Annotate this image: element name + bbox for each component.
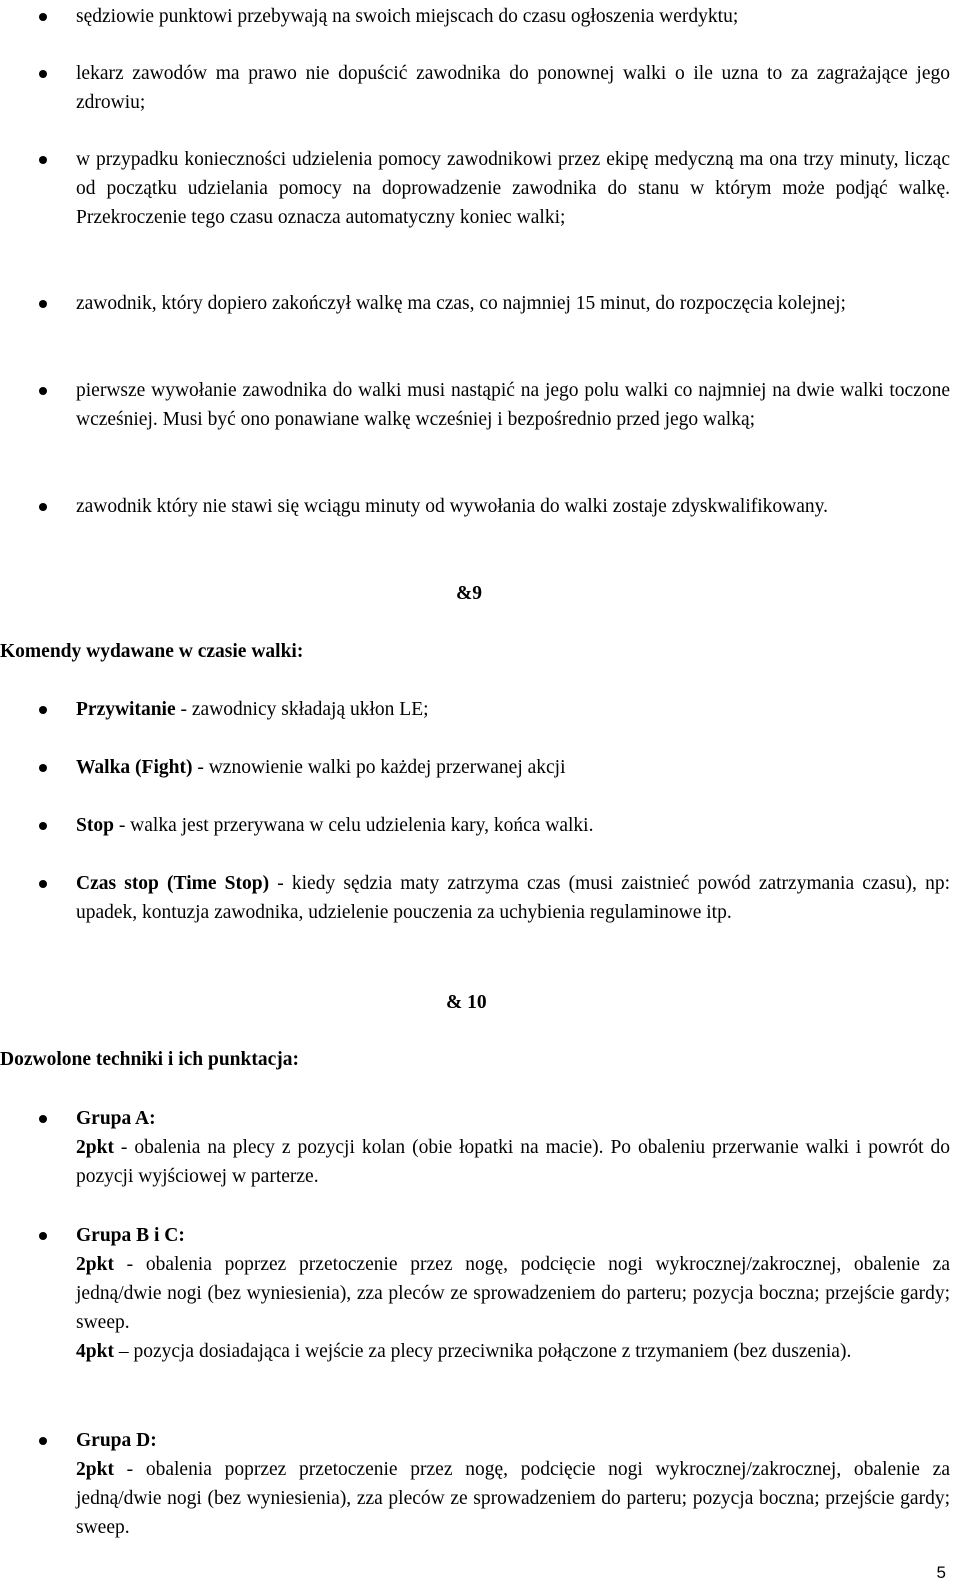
list-item — [76, 145, 950, 232]
bullet-icon — [39, 13, 47, 21]
list-item-text: pierwsze wywołanie zawodnika do walki musi nastąpić na jego polu walki co najmniej na dwie walki toczone wcześniej. Musi być ono ponawiane walkę wcześniej i bezpośrednio przed jego walką; — [76, 380, 950, 430]
command-term: Stop — [76, 815, 114, 836]
command-description: - zawodnicy składają ukłon LE; — [175, 699, 429, 720]
section-heading: Komendy wydawane w czasie walki: — [0, 641, 304, 662]
section-number: & 10 — [446, 992, 487, 1013]
command-term: Przywitanie — [76, 699, 176, 720]
points-label: 2pkt — [76, 1459, 114, 1480]
bullet-icon — [39, 822, 47, 830]
command-term: Czas stop (Time Stop) — [76, 873, 270, 894]
list-item-text: zawodnik który nie stawi się wciągu minuty od wywołania do walki zostaje zdyskwalifikowany. — [76, 496, 829, 517]
command-item — [76, 695, 950, 724]
list-item — [76, 376, 950, 434]
bullet-icon — [39, 880, 47, 888]
command-description: - kiedy sędzia maty zatrzyma czas (musi zaistnieć powód zatrzymania czasu), np: upadek, kontuzja zawodnika, udzielenie pouczenia za uchybienia regulaminowe itp. — [76, 873, 950, 923]
points-label: 2pkt — [76, 1137, 114, 1158]
list-item-text: sędziowie punktowi przebywają na swoich miejscach do czasu ogłoszenia werdyktu; — [76, 6, 739, 27]
list-item — [76, 59, 950, 117]
group-name: Grupa B i C: — [76, 1225, 185, 1246]
command-description: - wznowienie walki po każdej przerwanej akcji — [192, 757, 566, 778]
bullet-icon — [39, 387, 47, 395]
group-name: Grupa A: — [76, 1108, 156, 1129]
list-item — [76, 289, 950, 318]
points-label: 2pkt — [76, 1254, 114, 1275]
bullet-icon — [39, 503, 47, 511]
list-item — [76, 492, 950, 521]
list-item-text: w przypadku konieczności udzielenia pomocy zawodnikowi przez ekipę medyczną ma ona trzy minuty, licząc od początku udzielania pomocy na doprowadzenie zawodnika do stanu w którym może podjąć walkę. Przekroczenie tego czasu oznacza automatyczny koniec walki; — [76, 149, 950, 228]
group-name: Grupa D: — [76, 1430, 157, 1451]
technique-group — [76, 1426, 950, 1542]
page-number: 5 — [936, 1563, 946, 1582]
bullet-icon — [39, 764, 47, 772]
bullet-icon — [39, 70, 47, 78]
bullet-icon — [39, 1232, 47, 1240]
bullet-icon — [39, 1115, 47, 1123]
points-label: 4pkt — [76, 1341, 114, 1362]
bullet-icon — [39, 300, 47, 308]
command-term: Walka (Fight) — [76, 757, 193, 778]
command-item — [76, 753, 950, 782]
command-item — [76, 869, 950, 927]
bullet-icon — [39, 156, 47, 164]
technique-description: - obalenia poprzez przetoczenie przez nogę, podcięcie nogi wykrocznej/zakrocznej, obalenie za jedną/dwie nogi (bez wyniesienia), zza pleców ze sprowadzeniem do parteru; pozycja boczna; przejście gardy; sweep. — [76, 1459, 950, 1538]
command-item — [76, 811, 950, 840]
section-heading: Dozwolone techniki i ich punktacja: — [0, 1049, 300, 1070]
bullet-icon — [39, 706, 47, 714]
list-item — [76, 2, 950, 31]
technique-description: – pozycja dosiadająca i wejście za plecy przeciwnika połączone z trzymaniem (bez duszenia). — [113, 1341, 852, 1362]
technique-group — [76, 1104, 950, 1191]
command-description: - walka jest przerywana w celu udzielenia kary, końca walki. — [113, 815, 594, 836]
technique-group — [76, 1221, 950, 1366]
list-item-text: zawodnik, który dopiero zakończył walkę ma czas, co najmniej 15 minut, do rozpoczęcia kolejnej; — [76, 293, 846, 314]
technique-description: - obalenia na plecy z pozycji kolan (obie łopatki na macie). Po obaleniu przerwanie walki i powrót do pozycji wyjściowej w parterze. — [76, 1137, 950, 1187]
bullet-icon — [39, 1437, 47, 1445]
section-number: &9 — [456, 583, 482, 604]
technique-description: - obalenia poprzez przetoczenie przez nogę, podcięcie nogi wykrocznej/zakrocznej, obalenie za jedną/dwie nogi (bez wyniesienia), zza pleców ze sprowadzeniem do parteru; pozycja boczna; przejście gardy; sweep. — [76, 1254, 950, 1333]
list-item-text: lekarz zawodów ma prawo nie dopuścić zawodnika do ponownej walki o ile uzna to za zagrażające jego zdrowiu; — [76, 63, 950, 113]
